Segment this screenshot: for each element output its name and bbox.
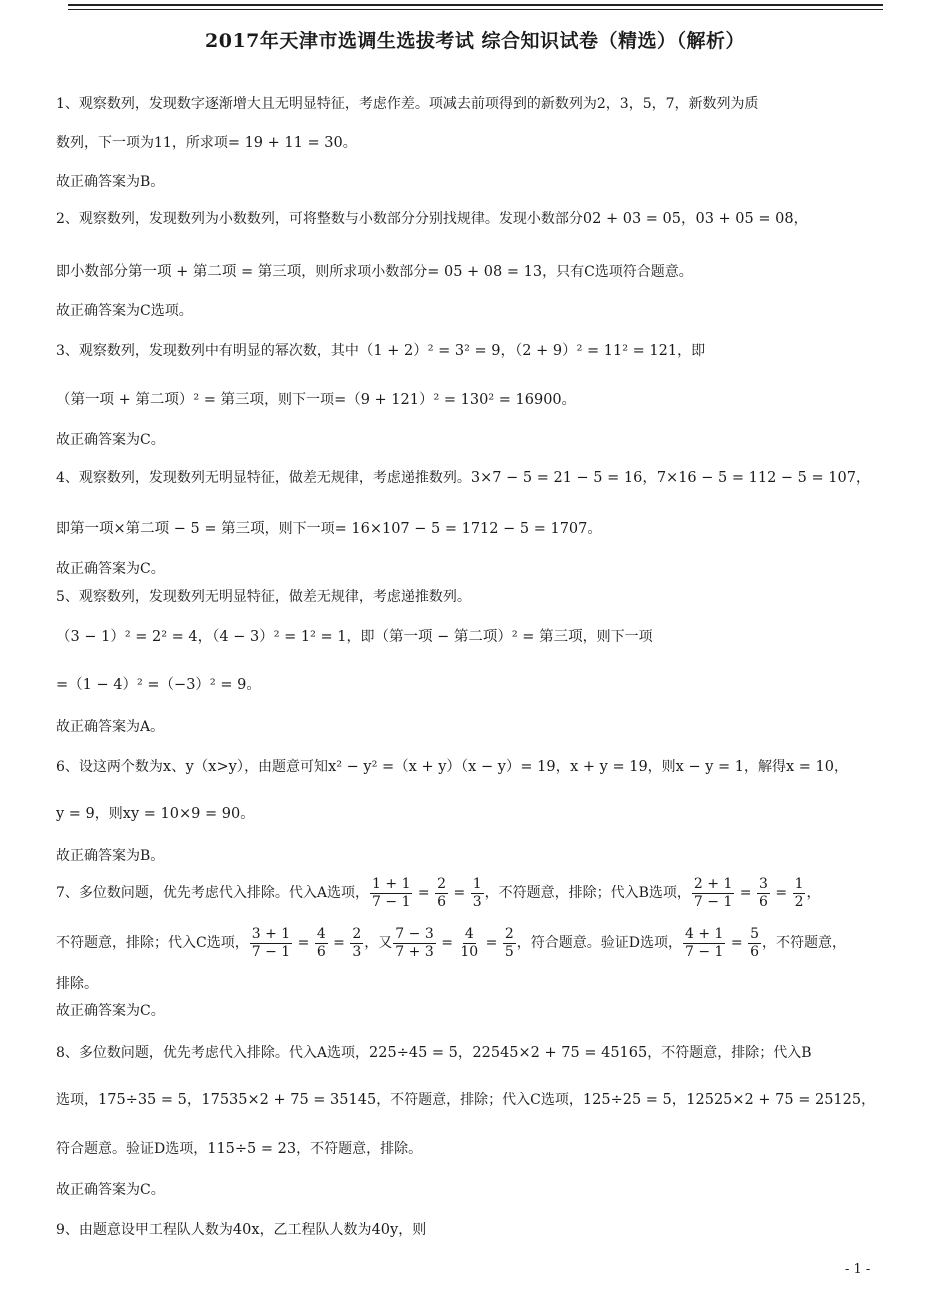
q5-line-1: 5、观察数列，发现数列无明显特征，做差无规律，考虑递推数列。 <box>56 589 471 605</box>
math: x = 10 <box>786 759 835 775</box>
math: = 05 + 08 = 13 <box>427 264 543 280</box>
math: （第一项 + 第二项）² = 第三项 <box>56 392 265 408</box>
math: 175÷35 = 5，17535×2 + 75 = 35145 <box>98 1092 377 1108</box>
page-number: - 1 - <box>845 1262 871 1277</box>
math: 3×7 − 5 = 21 − 5 = 16，7×16 − 5 = 112 − 5 = 107 <box>470 470 856 486</box>
fraction: $\frac{3}{6}$ <box>759 875 768 910</box>
q8-line-2: 选项，175÷35 = 5，17535×2 + 75 = 35145，不符题意，排除；代入C选项，125÷25 = 5，12525×2 + 75 = 25125， <box>56 1092 876 1108</box>
math: （第一项 − 第二项）² = 第三项 <box>374 629 583 645</box>
math: 40y <box>371 1222 399 1238</box>
q7-line-3: 排除。 <box>56 976 98 992</box>
q7-line-1: 7、多位数问题，优先考虑代入排除。代入A选项， $\frac{1 + 1}{7 - 1}$ = $\frac{2}{6}$ = $\frac{1}{3}$ ，不符题意，排除；代入B选项， $\frac{2 + 1}{7 - 1}$ = $\frac{3}{6}$ = $\frac{1}{2}$ ， <box>56 875 821 910</box>
fraction: $\frac{5}{6}$ <box>750 925 760 960</box>
math: =（1 − 4）² =（−3）² = 9 <box>56 677 247 693</box>
math: （3 − 1）² = 2² = 4，（4 − 3）² = 1² = 1 <box>56 629 347 645</box>
q2-line-2: 即小数部分第一项 + 第二项 = 第三项，则所求项小数部分= 05 + 08 = 13，只有C选项符合题意。 <box>56 264 693 280</box>
fraction: $\frac{2}{3}$ <box>352 925 362 960</box>
q6-answer: 故正确答案为B。 <box>56 848 165 864</box>
q2-line-1: 2、观察数列，发现数列为小数数列，可将整数与小数部分分别找规律。发现小数部分02 + 03 = 05，03 + 05 = 08， <box>56 211 808 227</box>
q9-line-1: 9、由题意设甲工程队人数为40x，乙工程队人数为40y，则 <box>56 1222 427 1238</box>
q4-answer: 故正确答案为C。 <box>56 561 165 577</box>
math: x² − y² =（x + y）（x − y）= 19，x + y = 19 <box>328 759 648 775</box>
q3-line-2: （第一项 + 第二项）² = 第三项，则下一项=（9 + 121）² = 130² = 16900。 <box>56 392 576 408</box>
q4-line-1: 4、观察数列，发现数列无明显特征，做差无规律，考虑递推数列。3×7 − 5 = 21 − 5 = 16，7×16 − 5 = 112 − 5 = 107， <box>56 470 870 486</box>
q7-line-2: 不符题意，排除；代入C选项， $\frac{3 + 1}{7 - 1}$ = $\frac{4}{6}$ = $\frac{2}{3}$ ，又 $\frac{7 - 3}{7 + 3}$ = $\frac{4}{10}$ = $\frac{2}{5}$ ，符合题意。验证D选项， $\frac{4 + 1}{7 - 1}$ = $\frac{5}{6}$ ，不符题意， <box>56 925 847 960</box>
top-rule <box>68 4 883 6</box>
math: x − y = 1 <box>675 759 745 775</box>
math: x、y（x>y） <box>162 759 245 775</box>
q3-line-1: 3、观察数列，发现数列中有明显的幂次数，其中（1 + 2）² = 3² = 9，（2 + 9）² = 11² = 121，即 <box>56 343 706 359</box>
math: xy = 10×9 = 90 <box>122 806 241 822</box>
q6-line-1: 6、设这两个数为x、y（x>y），由题意可知x² − y² =（x + y）（x − y）= 19，x + y = 19，则x − y = 1，解得x = 10， <box>56 759 849 775</box>
math: 02 + 03 = 05，03 + 05 = 08 <box>582 211 794 227</box>
q7-answer: 故正确答案为C。 <box>56 1003 165 1019</box>
fraction: $\frac{3 + 1}{7 - 1}$ <box>251 925 291 960</box>
fraction: $\frac{2}{5}$ <box>504 925 514 960</box>
math: = 19 + 11 = 30 <box>227 135 343 151</box>
q5-line-3: =（1 − 4）² =（−3）² = 9。 <box>56 677 261 693</box>
fraction: $\frac{1 + 1}{7 - 1}$ <box>372 875 411 910</box>
q1-line-1: 1、观察数列，发现数字逐渐增大且无明显特征，考虑作差。项减去前项得到的新数列为2，3，5，7，新数列为质 <box>56 96 759 112</box>
fraction: $\frac{7 - 3}{7 + 3}$ <box>395 925 434 960</box>
q2-answer: 故正确答案为C选项。 <box>56 303 193 319</box>
page-title: 2017年天津市选调生选拔考试 综合知识试卷（精选）（解析） <box>205 30 745 52</box>
top-rule-thin <box>68 9 883 10</box>
fraction: $\frac{1}{2}$ <box>794 875 804 910</box>
fraction: $\frac{4}{6}$ <box>316 925 326 960</box>
math: （1 + 2）² = 3² = 9，（2 + 9）² = 11² = 121 <box>358 343 678 359</box>
q5-line-2: （3 − 1）² = 2² = 4，（4 − 3）² = 1² = 1，即（第一项 − 第二项）² = 第三项，则下一项 <box>56 629 653 645</box>
fraction: $\frac{2 + 1}{7 - 1}$ <box>693 875 733 910</box>
math: = 16×107 − 5 = 1712 − 5 = 1707 <box>334 521 588 537</box>
math: 小数部分第一项 + 第二项 = 第三项 <box>70 264 302 280</box>
q1-answer: 故正确答案为B。 <box>56 174 165 190</box>
math: 第一项×第二项 − 5 = 第三项 <box>70 521 265 537</box>
math: 115÷5 = 23 <box>207 1141 297 1157</box>
q4-line-2: 即第一项×第二项 − 5 = 第三项，则下一项= 16×107 − 5 = 1712 − 5 = 1707。 <box>56 521 602 537</box>
math: 225÷45 = 5，22545×2 + 75 = 45165 <box>369 1045 648 1061</box>
math: y = 9 <box>56 806 95 822</box>
q8-line-3: 符合题意。验证D选项，115÷5 = 23，不符题意，排除。 <box>56 1141 423 1157</box>
fraction: $\frac{1}{3}$ <box>472 875 482 910</box>
fraction: $\frac{2}{6}$ <box>437 875 447 910</box>
math: 40x <box>232 1222 260 1238</box>
math: 125÷25 = 5，12525×2 + 75 = 25125 <box>582 1092 862 1108</box>
fraction: $\frac{4 + 1}{7 - 1}$ <box>685 925 724 960</box>
fraction: $\frac{4}{10}$ <box>460 925 479 960</box>
q8-line-1: 8、多位数问题，优先考虑代入排除。代入A选项，225÷45 = 5，22545×2 + 75 = 45165，不符题意，排除；代入B <box>56 1045 812 1061</box>
math: =（9 + 121）² = 130² = 16900 <box>334 392 562 408</box>
q8-answer: 故正确答案为C。 <box>56 1182 165 1198</box>
q1-line-2: 数列，下一项为11，所求项= 19 + 11 = 30。 <box>56 135 357 151</box>
q5-answer: 故正确答案为A。 <box>56 719 165 735</box>
q3-answer: 故正确答案为C。 <box>56 432 165 448</box>
q6-line-2: y = 9，则xy = 10×9 = 90。 <box>56 806 255 822</box>
